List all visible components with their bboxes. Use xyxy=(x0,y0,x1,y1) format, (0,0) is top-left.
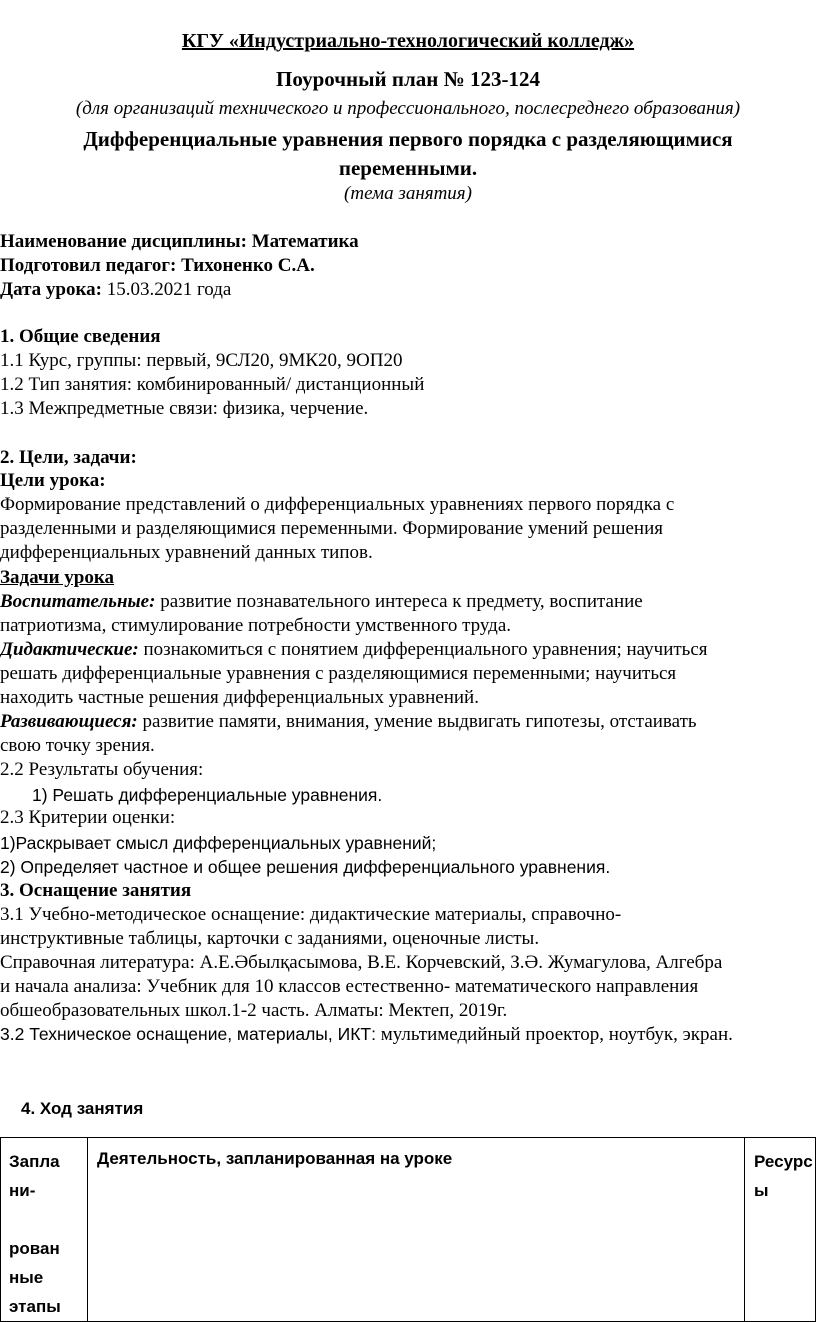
plan-subtitle: (для организаций технического и профессионального, послесреднего образования) xyxy=(75,98,741,119)
criterion-item: 2) Определяет частное и общее решения дифференциального уравнения. xyxy=(0,857,611,877)
interdisciplinary-links: 1.3 Межпредметные связи: физика, черчение. xyxy=(0,398,369,419)
criteria-heading: 2.3 Критерии оценки: xyxy=(0,807,176,828)
technical-equipment xyxy=(0,1023,733,1046)
resources-header-line: ы xyxy=(754,1181,769,1200)
goals-heading: Цели урока: xyxy=(0,470,106,491)
table-row xyxy=(1,1138,816,1322)
resources-header-cell xyxy=(745,1138,816,1322)
plan-title: Поурочный план № 123-124 xyxy=(276,67,540,91)
stages-header-line: ни- xyxy=(9,1181,36,1200)
did-task-line-3: находить частные решения дифференциальных уравнений. xyxy=(0,687,479,708)
course-groups: 1.1 Курс, группы: первый, 9СЛ20, 9МК20, 9ОП20 xyxy=(0,350,403,371)
stages-header-line: Запла xyxy=(9,1152,60,1171)
technical-label: 3.2 Техническое оснащение, материалы, ИКТ: xyxy=(0,1024,376,1044)
discipline: Наименование дисциплины: Математика xyxy=(0,231,359,252)
tasks-heading: Задачи урока xyxy=(0,567,115,588)
technical-value: мультимедийный проектор, ноутбук, экран. xyxy=(375,1024,733,1045)
did-task-line-2: решать дифференциальные уравнения с разделяющимися переменными; научиться xyxy=(0,663,677,684)
did-task-label: Дидактические: xyxy=(0,639,139,660)
section-1-heading: 1. Общие сведения xyxy=(0,326,161,347)
teacher: Подготовил педагог: Тихоненко С.А. xyxy=(0,255,315,276)
topic-line-1: Дифференциальные уравнения первого порядка с разделяющимися xyxy=(83,127,733,151)
topic-line-2: переменными. xyxy=(338,156,478,180)
did-task-text: познакомиться с понятием дифференциального уравнения; научиться xyxy=(138,639,708,660)
activity-header-cell xyxy=(88,1138,745,1322)
results-heading: 2.2 Результаты обучения: xyxy=(0,759,204,780)
methodical-line-2: инструктивные таблицы, карточки с заданиями, оценочные листы. xyxy=(0,928,540,949)
goals-line: разделенными и разделяющимися переменными. Формирование умений решения xyxy=(0,518,663,539)
lesson-date xyxy=(0,278,231,301)
section-3-heading: 3. Оснащение занятия xyxy=(0,880,192,901)
literature-line-1: Справочная литература: А.Е.Әбылқасымова, В.Е. Корчевский, З.Ә. Жумагулова, Алгебра xyxy=(0,952,723,973)
lesson-plan-table xyxy=(0,1137,816,1322)
resources-header-line: Ресурс xyxy=(754,1152,813,1171)
topic-caption: (тема занятия) xyxy=(344,183,472,204)
goals-line: Формирование представлений о дифференциальных уравнениях первого порядка с xyxy=(0,494,675,515)
lesson-type: 1.2 Тип занятия: комбинированный/ дистанционный xyxy=(0,374,425,395)
goals-line: дифференциальных уравнений данных типов. xyxy=(0,542,373,563)
date-label: Дата урока: xyxy=(0,279,102,300)
methodical-line-1: 3.1 Учебно-методическое оснащение: дидактические материалы, справочно- xyxy=(0,904,622,925)
edu-task-label: Воспитательные: xyxy=(0,591,156,612)
dev-task-line-1 xyxy=(0,710,697,733)
activity-header-text: Деятельность, запланированная на уроке xyxy=(97,1149,453,1168)
section-4-heading: 4. Ход занятия xyxy=(21,1099,144,1118)
edu-task-text: развитие познавательного интереса к предмету, воспитание xyxy=(155,591,643,612)
dev-task-line-2: свою точку зрения. xyxy=(0,735,155,756)
date-value: 15.03.2021 года xyxy=(101,279,232,300)
result-item: 1) Решать дифференциальные уравнения. xyxy=(32,785,383,805)
stages-header-line: ные xyxy=(9,1268,44,1287)
dev-task-label: Развивающиеся: xyxy=(0,711,138,732)
literature-line-2: и начала анализа: Учебник для 10 классов естественно- математического направления xyxy=(0,976,699,997)
stages-header-cell xyxy=(1,1138,88,1322)
section-2-heading: 2. Цели, задачи: xyxy=(0,447,137,468)
criterion-item: 1)Раскрывает смысл дифференциальных уравнений; xyxy=(0,833,437,853)
college-name: КГУ «Индустриально-технологический колледж» xyxy=(181,30,635,52)
literature-line-3: обшеобразовательных школ.1-2 часть. Алматы: Мектеп, 2019г. xyxy=(0,1000,508,1021)
stages-header-line: этапы xyxy=(9,1297,61,1316)
edu-task-line-1 xyxy=(0,590,643,613)
dev-task-text: развитие памяти, внимания, умение выдвигать гипотезы, отстаивать xyxy=(137,711,697,732)
did-task-line-1 xyxy=(0,638,708,661)
stages-header-line: рован xyxy=(9,1239,60,1258)
edu-task-line-2: патриотизма, стимулирование потребности умственного труда. xyxy=(0,615,512,636)
